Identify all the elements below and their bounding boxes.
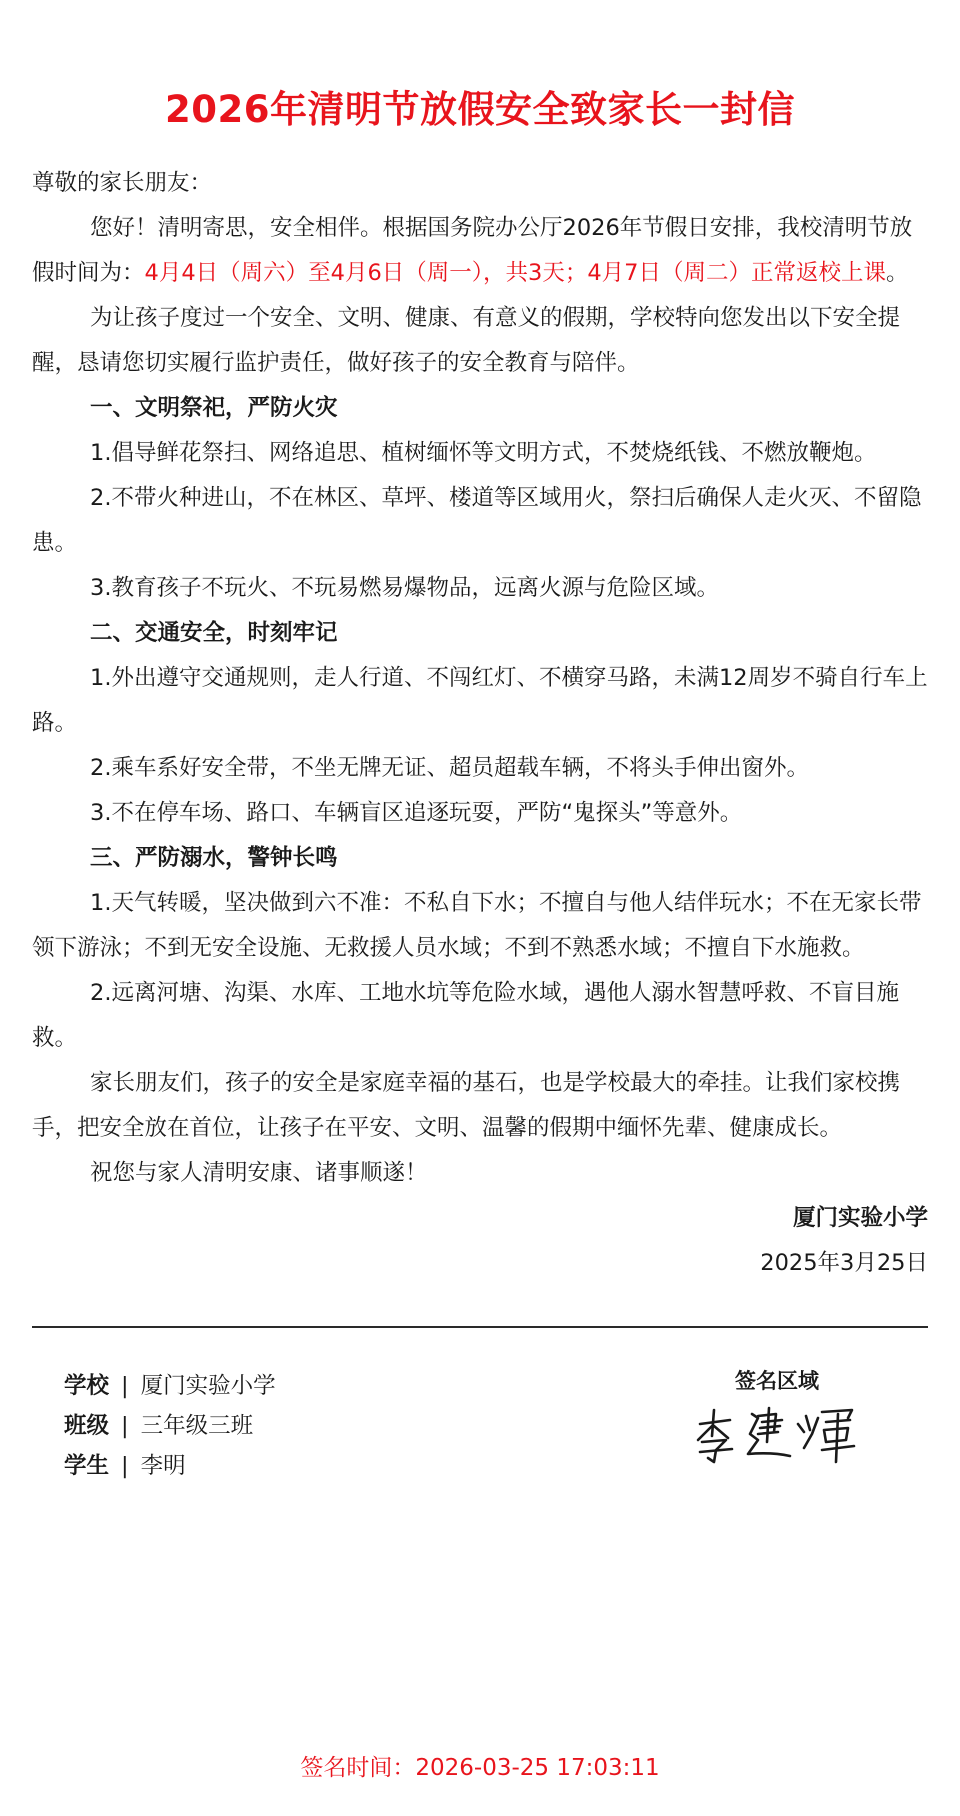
student-value: 李明	[140, 1453, 186, 1479]
section-item: 3.教育孩子不玩火、不玩易燃易爆物品，远离火源与危险区域。	[90, 575, 719, 601]
student-info	[64, 1366, 276, 1486]
greeting: 尊敬的家长朋友：	[32, 170, 213, 196]
section-heading: 一、文明祭祀，严防火灾	[90, 395, 338, 421]
info-row-student	[64, 1446, 276, 1486]
intro-paragraph	[32, 206, 928, 296]
info-row-school	[64, 1366, 276, 1406]
intro-end: 。	[885, 260, 909, 286]
signer-name: 厦门实验小学	[792, 1205, 928, 1231]
signature-area[interactable]	[672, 1366, 882, 1466]
section-item: 2.不带火种进山，不在林区、草坪、楼道等区域用火，祭扫后确保人走火灭、不留隐患。	[32, 485, 922, 556]
info-row-class	[64, 1406, 276, 1446]
letter-page	[32, 0, 928, 1518]
class-value: 三年级三班	[140, 1413, 254, 1439]
section-item: 1.外出遵守交通规则，走人行道、不闯红灯、不横穿马路，未满12周岁不骑自行车上路。	[32, 665, 928, 736]
separator: |	[121, 1413, 129, 1439]
letter-date: 2025年3月25日	[760, 1250, 928, 1276]
class-label: 班级	[64, 1413, 110, 1439]
section-item: 1.倡导鲜花祭扫、网络追思、植树缅怀等文明方式，不焚烧纸钱、不燃放鞭炮。	[90, 440, 877, 466]
closing-paragraph: 家长朋友们，孩子的安全是家庭幸福的基石，也是学校最大的牵挂。让我们家校携手，把安全放在首位，让孩子在平安、文明、温馨的假期中缅怀先辈、健康成长。	[32, 1070, 901, 1141]
separator: |	[121, 1373, 129, 1399]
section-item: 2.远离河塘、沟渠、水库、工地水坑等危险水域，遇他人溺水智慧呼救、不盲目施救。	[32, 980, 899, 1051]
purpose-paragraph: 为让孩子度过一个安全、文明、健康、有意义的假期，学校特向您发出以下安全提醒，恳请您切实履行监护责任，做好孩子的安全教育与陪伴。	[32, 305, 901, 376]
letter-title: 2026年清明节放假安全致家长一封信	[165, 88, 795, 131]
school-value: 厦门实验小学	[140, 1373, 276, 1399]
section-heading: 三、严防溺水，警钟长鸣	[90, 845, 338, 871]
letter-body	[32, 161, 928, 1286]
section-item: 1.天气转暖，坚决做到六不准：不私自下水；不擅自与他人结伴玩水；不在无家长带领下游泳；不到无安全设施、无救援人员水域；不到不熟悉水域；不擅自下水施救。	[32, 890, 922, 961]
signature-label: 签名区域	[735, 1369, 819, 1393]
intro-text: 您好！清明寄思，安全相伴。根据国务院办公厅2026年节假日安排，我校清明节放假时间为：	[32, 215, 913, 286]
section-heading: 二、交通安全，时刻牢记	[90, 620, 338, 646]
section-item: 3.不在停车场、路口、车辆盲区追逐玩耍，严防“鬼探头”等意外。	[90, 800, 743, 826]
school-label: 学校	[64, 1373, 110, 1399]
sign-time: 签名时间：2026-03-25 17:03:11	[300, 1755, 660, 1781]
student-label: 学生	[64, 1453, 110, 1479]
holiday-schedule: 4月4日（周六）至4月6日（周一），共3天；4月7日（周二）正常返校上课	[144, 260, 886, 286]
receipt-section	[32, 1328, 928, 1518]
section-item: 2.乘车系好安全带，不坐无牌无证、超员超载车辆，不将头手伸出窗外。	[90, 755, 809, 781]
separator: |	[121, 1453, 129, 1479]
handwritten-signature	[692, 1404, 862, 1466]
wish-paragraph: 祝您与家人清明安康、诸事顺遂！	[90, 1160, 428, 1186]
